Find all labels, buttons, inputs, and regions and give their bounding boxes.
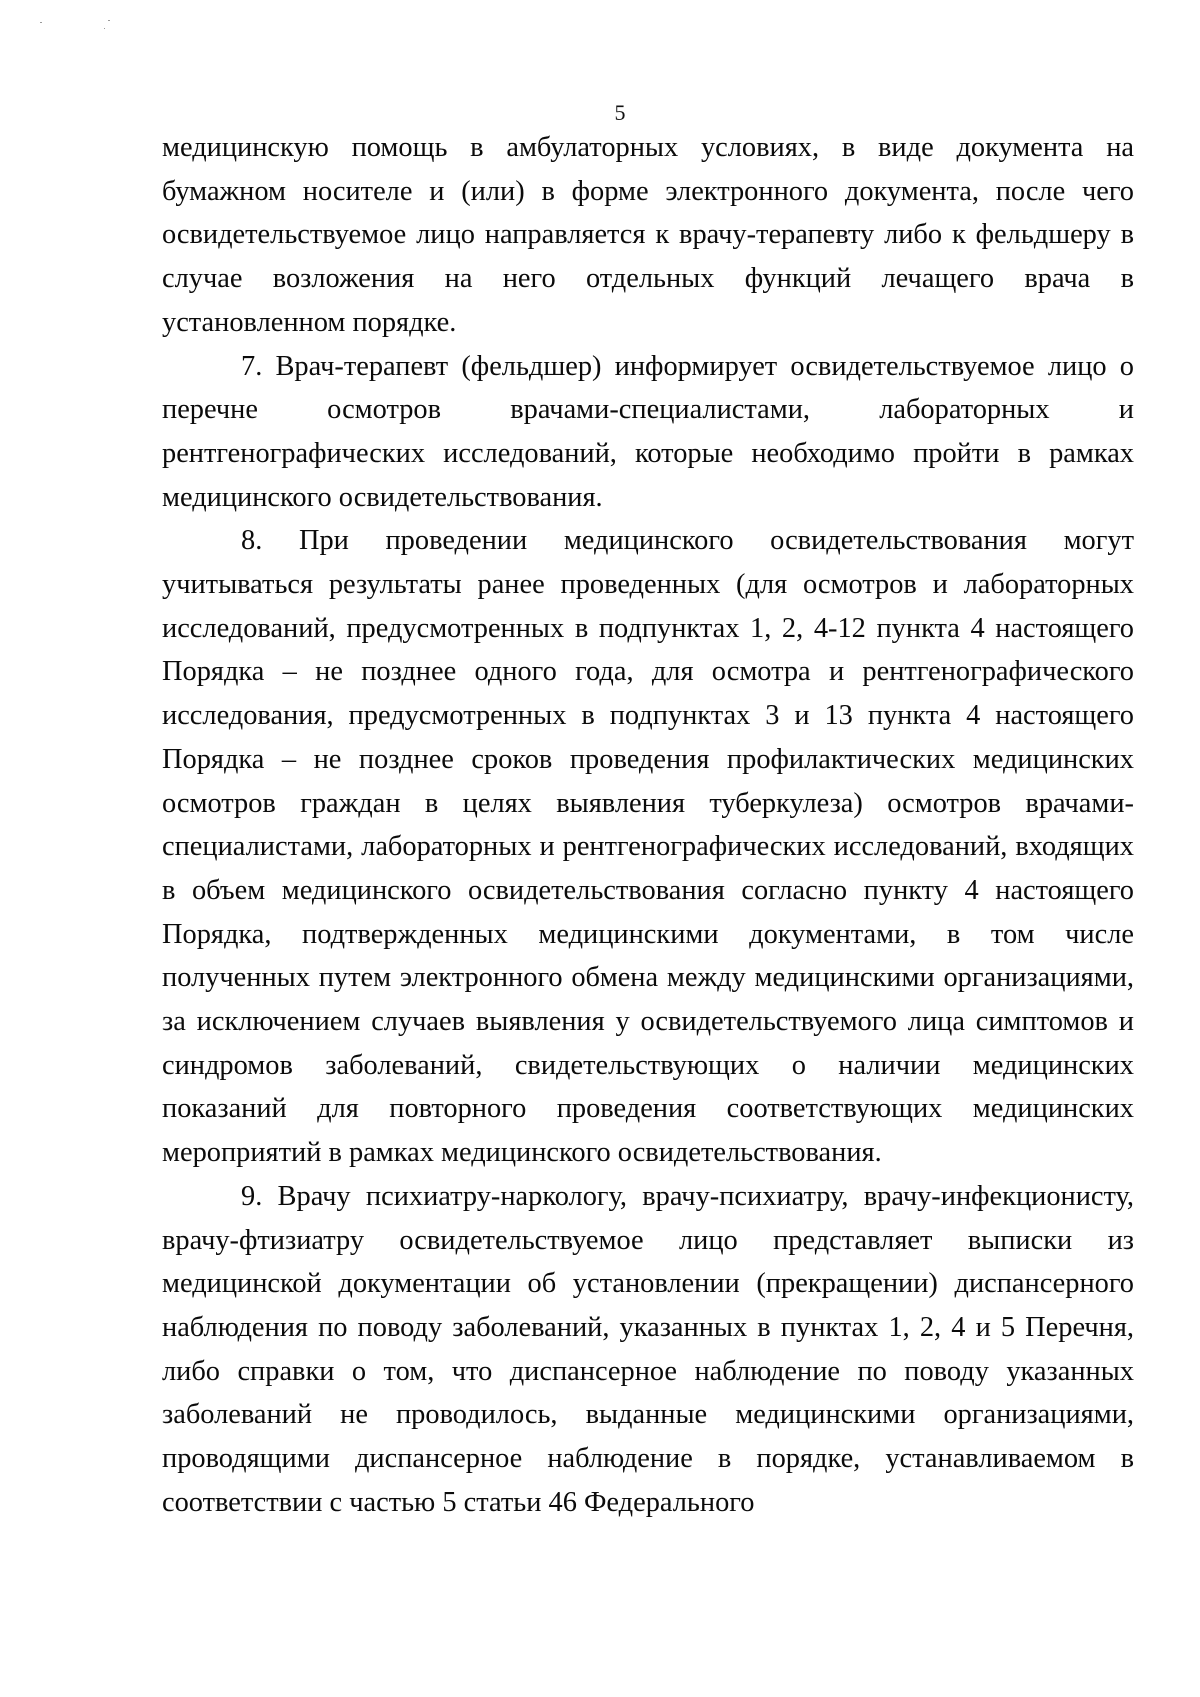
- scan-speck: [108, 20, 110, 21]
- paragraph-item-9: 9. Врачу психиатру-наркологу, врачу-психиатру, врачу-инфекционисту, врачу-фтизиатру освидетельствуемое лицо представляет выписки из медицинской документации об установлении (прекращении) диспансерного наблюдения по поводу заболеваний, указанных в пунктах 1, 2, 4 и 5 Перечня, либо справки о том, что диспансерное наблюдение по поводу указанных заболеваний не проводилось, выданные медицинскими организациями, проводящими диспансерное наблюдение в порядке, устанавливаемом в соответствии с частью 5 статьи 46 Федерального: [162, 1180, 1134, 1518]
- paragraph-item-8: 8. При проведении медицинского освидетельствования могут учитываться результаты ранее проведенных (для осмотров и лабораторных исследований, предусмотренных в подпунктах 1, 2, 4-12 пункта 4 настоящего Порядка – не позднее одного года, для осмотра и рентгенографического исследования, предусмотренных в подпунктах 3 и 13 пункта 4 настоящего Порядка – не позднее сроков проведения профилактических медицинских осмотров граждан в целях выявления туберкулеза) осмотров врачами-специалистами, лабораторных и рентгенографических исследований, входящих в объем медицинского освидетельствования согласно пункту 4 настоящего Порядка, подтвержденных медицинскими документами, в том числе полученных путем электронного обмена между медицинскими организациями, за исключением случаев выявления у освидетельствуемого лица симптомов и синдромов заболеваний, свидетельствующих о наличии медицинских показаний для повторного проведения соответствующих медицинских мероприятий в рамках медицинского освидетельствования.: [162, 525, 1134, 1169]
- scan-speck: [40, 22, 42, 23]
- paragraph-item-7: 7. Врач-терапевт (фельдшер) информирует освидетельствуемое лицо о перечне осмотров врачами-специалистами, лабораторных и рентгенографических исследований, которые необходимо пройти в рамках медицинского освидетельствования.: [162, 350, 1134, 513]
- page-number: 5: [614, 100, 626, 125]
- paragraph-continuation: медицинскую помощь в амбулаторных условиях, в виде документа на бумажном носителе и (или) в форме электронного документа, после чего освидетельствуемое лицо направляется к врачу-терапевту либо к фельдшеру в случае возложения на него отдельных функций лечащего врача в установленном порядке.: [162, 132, 1134, 338]
- document-body: [162, 126, 1134, 1525]
- scan-speck: [104, 28, 105, 29]
